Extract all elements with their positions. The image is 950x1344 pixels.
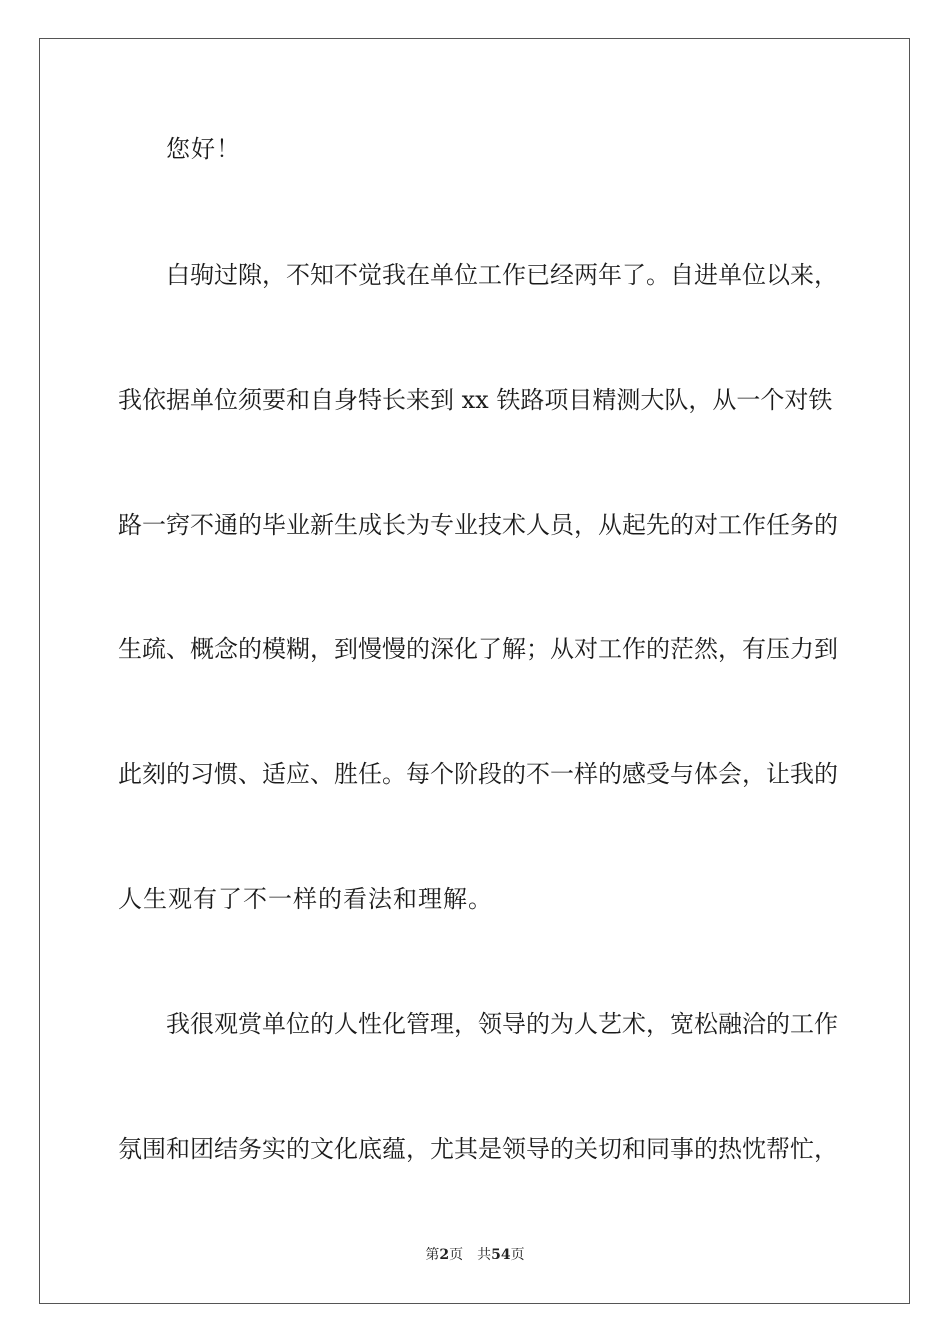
total-pages: 54 <box>491 1247 511 1263</box>
page-footer <box>0 1245 950 1265</box>
total-suffix: 页 <box>510 1247 525 1263</box>
page-border <box>39 38 910 1304</box>
page-number: 2 <box>439 1247 450 1263</box>
greeting-line: 您好！ <box>166 135 241 163</box>
paragraph-1-line-6: 人生观有了不一样的看法和理解。 <box>118 885 493 913</box>
page-suffix: 页 <box>449 1247 464 1263</box>
paragraph-2-line-2: 氛围和团结务实的文化底蕴，尤其是领导的关切和同事的热忱帮忙， <box>118 1135 838 1163</box>
paragraph-1-line-4: 生疏、概念的模糊，到慢慢的深化了解；从对工作的茫然，有压力到 <box>118 635 838 663</box>
paragraph-1-line-3: 路一窍不通的毕业新生成长为专业技术人员，从起先的对工作任务的 <box>118 511 838 539</box>
paragraph-1-line-1: 白驹过隙，不知不觉我在单位工作已经两年了。自进单位以来， <box>166 261 838 289</box>
paragraph-1-line-5: 此刻的习惯、适应、胜任。每个阶段的不一样的感受与体会，让我的 <box>118 760 838 788</box>
paragraph-2-line-1: 我很观赏单位的人性化管理，领导的为人艺术，宽松融洽的工作 <box>166 1010 838 1038</box>
total-prefix: 共 <box>477 1247 492 1263</box>
page-prefix: 第 <box>425 1247 440 1263</box>
paragraph-1-line-2: 我依据单位须要和自身特长来到 xx 铁路项目精测大队，从一个对铁 <box>118 386 833 414</box>
